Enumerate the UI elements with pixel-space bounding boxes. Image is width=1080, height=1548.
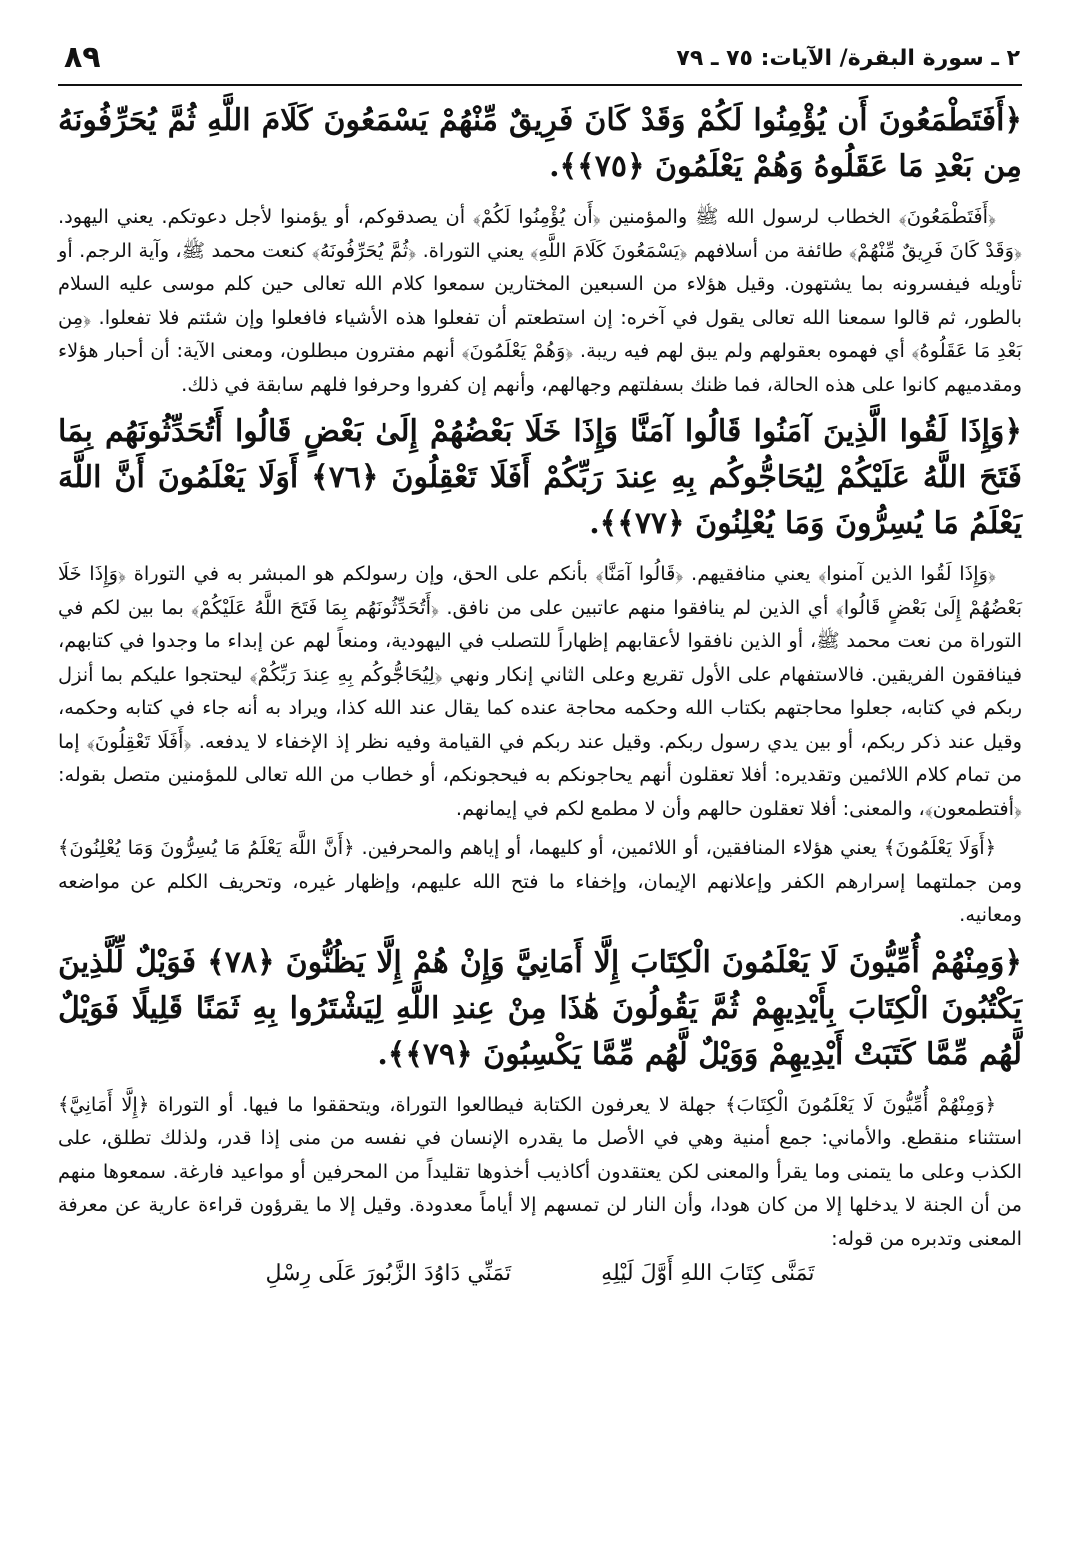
page-number: ٨٩ [64,40,101,75]
quran-verse-75: ﴿أَفَتَطْمَعُونَ أَن يُؤْمِنُوا لَكُمْ وَقَدْ كَانَ فَرِيقٌ مِّنْهُمْ يَسْمَعُونَ كَلَامَ اللَّهِ ثُمَّ يُحَرِّفُونَهُ مِن بَعْدِ مَا عَقَلُوهُ وَهُمْ يَعْلَمُونَ ﴿٧٥﴾﴾. [58,103,1022,184]
commentary-paragraph: ﴿وَإِذَا لَقُوا الذين آمنوا﴾ يعني منافقيهم. ﴿قَالُوا آمَنَّا﴾ بأنكم على الحق، وإن رسولكم هو المبشر به في التوراة ﴿وَإِذَا خَلَا بَعْضُهُمْ إِلَىٰ بَعْضٍ قَالُوا﴾ أي الذين لم ينافقوا منهم عاتبين على من نافق. ﴿أَتُحَدِّثُونَهُم بِمَا فَتَحَ اللَّهُ عَلَيْكُمْ﴾ بما بين لكم في التوراة من نعت محمد ﷺ، أو الذين نافقوا لأعقابهم إظهاراً للتصلب في اليهودية، ومنعاً لهم عن إبداء ما وجدوا في كتابهم، فينافقون الفريقين. فالاستفهام على الأول تقريع وعلى الثاني إنكار ونهي ﴿لِيُحَاجُّوكُم بِهِ عِندَ رَبِّكُمْ﴾ ليحتجوا عليكم بما أنزل ربكم في كتابه، جعلوا محاجتهم بكتاب الله وحكمه محاجة عنده كما يقال عند الله كذا، ويراد به أنه جاء في كتابه وحكمه، وقيل عند ذكر ربكم، أو بين يدي رسول ربكم. وقيل عند ربكم في القيامة وفيه نظر إذ الإخفاء لا يدفعه. ﴿أَفَلَا تَعْقِلُونَ﴾ إما من تمام كلام اللائمين وتقديره: أفلا تعقلون أنهم يحاجونكم به فيحجونكم، أو خطاب من الله تعالى للمؤمنين متصل بقوله: ﴿أفتطمعون﴾، والمعنى: أفلا تعقلون حالهم وأن لا مطمع لكم في إيمانهم. [58,562,1022,820]
poetry-line [58,1261,1022,1286]
commentary-paragraph: ﴿وَمِنْهُمْ أُمِّيُّونَ لَا يَعْلَمُونَ الْكِتَابَ﴾ جهلة لا يعرفون الكتابة فيطالعوا التوراة، ويتحققوا ما فيها. أو التوراة ﴿إِلَّا أَمَانِيَّ﴾ استثناء منقطع. والأماني: جمع أمنية وهي في الأصل ما يقدره الإنسان في نفسه من منى إذا قدر، ولذلك تطلق، على الكذب وعلى ما يتمنى وما يقرأ والمعنى لكن يعتقدون أكاذيب أخذوها تقليداً من المحرفين أو مواعيد فارغة. سمعوها منهم من أن الجنة لا يدخلها إلا من كان هودا، وأن النار لن تمسهم إلا أياماً معدودة. وقيل إلا ما يقرؤون قراءة عارية عن معرفة المعنى وتدبره من قوله: [58,1092,1022,1250]
poem-first-hemistich: تَمَنَّى كِتَابَ اللهِ أَوَّلَ لَيْلِهِ [601,1261,815,1286]
commentary-paragraph: ﴿أَفَتَطْمَعُونَ﴾ الخطاب لرسول الله ﷺ والمؤمنين ﴿أَن يُؤْمِنُوا لَكُمْ﴾ أن يصدقوكم، أو يؤمنوا لأجل دعوتكم. يعني اليهود. ﴿وَقَدْ كَانَ فَرِيقٌ مِّنْهُمْ﴾ طائفة من أسلافهم ﴿يَسْمَعُونَ كَلَامَ اللَّهِ﴾ يعني التوراة. ﴿ثُمَّ يُحَرِّفُونَهُ﴾ كنعت محمد ﷺ، وآية الرجم. أو تأويله فيفسرونه بما يشتهون. وقيل هؤلاء من السبعين المختارين سمعوا كلام الله تعالى حين كلم موسى عليه السلام بالطور، ثم قالوا سمعنا الله تعالى يقول في آخره: إن استطعتم أن تفعلوا هذه الأشياء فافعلوا وإن شئتم فلا تفعلوا. ﴿مِن بَعْدِ مَا عَقَلُوهُ﴾ أي فهموه بعقولهم ولم يبق لهم فيه ريبة. ﴿وَهُمْ يَعْلَمُونَ﴾ أنهم مفترون مبطلون، ومعنى الآية: أن أحبار هؤلاء ومقدميهم كانوا على هذه الحالة، فما ظنك بسفلتهم وجهالهم، وأنهم إن كفروا وحرفوا فلهم سابقة في ذلك. [58,205,1022,396]
commentary-paragraph: ﴿أَوَلَا يَعْلَمُونَ﴾ يعني هؤلاء المنافقين، أو اللائمين، أو كليهما، أو إياهم والمحرفين. ﴿أَنَّ اللَّهَ يَعْلَمُ مَا يُسِرُّونَ وَمَا يُعْلِنُونَ﴾ ومن جملتهما إسرارهم الكفر وإعلانهم الإيمان، وإخفاء ما فتح الله عليهم، وإظهار غيره، وتحريف الكلم عن مواضعه ومعانيه. [58,836,1022,926]
page-header [58,40,1022,86]
quran-verse-76-77: ﴿وَإِذَا لَقُوا الَّذِينَ آمَنُوا قَالُوا آمَنَّا وَإِذَا خَلَا بَعْضُهُمْ إِلَىٰ بَعْضٍ قَالُوا أَتُحَدِّثُونَهُم بِمَا فَتَحَ اللَّهُ عَلَيْكُمْ لِيُحَاجُّوكُم بِهِ عِندَ رَبِّكُمْ أَفَلَا تَعْقِلُونَ ﴿٧٦﴾ أَوَلَا يَعْلَمُونَ أَنَّ اللَّهَ يَعْلَمُ مَا يُسِرُّونَ وَمَا يُعْلِنُونَ ﴿٧٧﴾﴾. [58,414,1022,541]
running-title: ٢ ـ سورة البقرة/ الآيات: ٧٥ ـ ٧٩ [676,46,1020,71]
poem-second-hemistich: تَمَنِّي دَاوُدَ الزَّبُورَ عَلَى رِسْلِ [265,1261,512,1286]
quran-verse-78-79: ﴿وَمِنْهُمْ أُمِّيُّونَ لَا يَعْلَمُونَ الْكِتَابَ إِلَّا أَمَانِيَّ وَإِنْ هُمْ إِلَّا يَظُنُّونَ ﴿٧٨﴾ فَوَيْلٌ لِّلَّذِينَ يَكْتُبُونَ الْكِتَابَ بِأَيْدِيهِمْ ثُمَّ يَقُولُونَ هَٰذَا مِنْ عِندِ اللَّهِ لِيَشْتَرُوا بِهِ ثَمَنًا قَلِيلًا فَوَيْلٌ لَّهُم مِّمَّا كَتَبَتْ أَيْدِيهِمْ وَوَيْلٌ لَّهُم مِّمَّا يَكْسِبُونَ ﴿٧٩﴾﴾. [58,944,1022,1072]
